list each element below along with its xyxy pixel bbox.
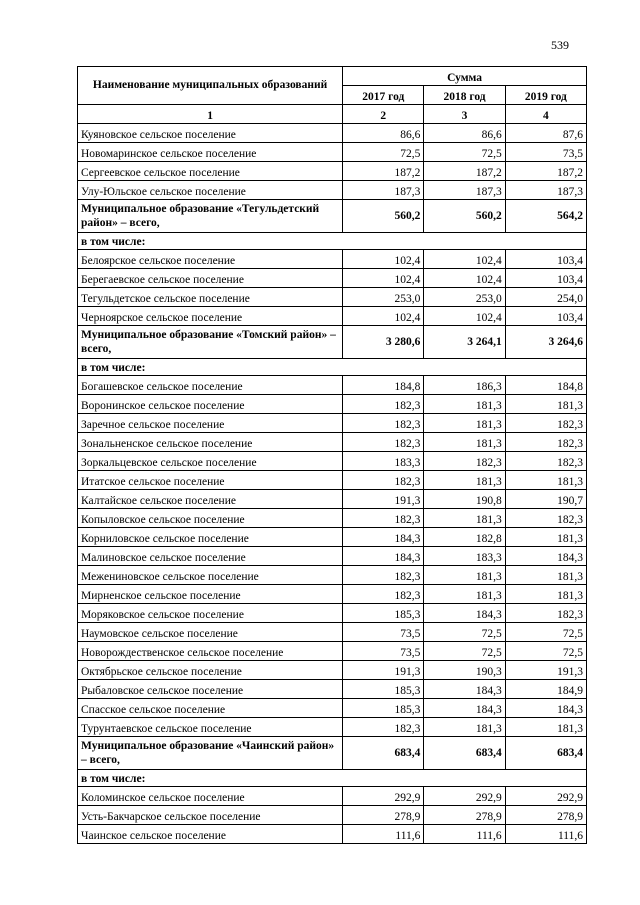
amount-2017: 683,4: [343, 737, 424, 770]
amount-2018: 278,9: [424, 806, 505, 825]
amount-2018: 292,9: [424, 787, 505, 806]
subheader-row: [78, 359, 587, 376]
column-number: 3: [424, 105, 505, 124]
amount-2018: 182,8: [424, 528, 505, 547]
amount-2018: 190,8: [424, 490, 505, 509]
amount-2017: 182,3: [343, 471, 424, 490]
amount-2017: 73,5: [343, 642, 424, 661]
table-row: [78, 661, 587, 680]
amount-2019: 191,3: [505, 661, 586, 680]
table-row: [78, 181, 587, 200]
amount-2017: 278,9: [343, 806, 424, 825]
amount-2019: 292,9: [505, 787, 586, 806]
amount-2018: 181,3: [424, 718, 505, 737]
column-number: 1: [78, 105, 343, 124]
table-row: [78, 623, 587, 642]
settlement-name: Зональненское сельское поселение: [78, 433, 343, 452]
amount-2017: 182,3: [343, 585, 424, 604]
amount-2018: 190,3: [424, 661, 505, 680]
settlement-name: Мирненское сельское поселение: [78, 585, 343, 604]
amount-2019: 182,3: [505, 433, 586, 452]
table-row: [78, 825, 587, 844]
amount-2017: 182,3: [343, 395, 424, 414]
amount-2019: 683,4: [505, 737, 586, 770]
page-number: 539: [551, 38, 569, 52]
table-row: [78, 806, 587, 825]
amount-2018: 3 264,1: [424, 326, 505, 359]
amount-2017: 73,5: [343, 623, 424, 642]
table-row: [78, 680, 587, 699]
amount-2019: 103,4: [505, 307, 586, 326]
amount-2018: 253,0: [424, 288, 505, 307]
settlement-name: Чаинское сельское поселение: [78, 825, 343, 844]
table-row: [78, 250, 587, 269]
amount-2017: 187,2: [343, 162, 424, 181]
header-year-2019: 2019 год: [505, 86, 586, 105]
amount-2017: 253,0: [343, 288, 424, 307]
amount-2019: 103,4: [505, 250, 586, 269]
amount-2019: 182,3: [505, 509, 586, 528]
amount-2018: 182,3: [424, 452, 505, 471]
amount-2018: 184,3: [424, 680, 505, 699]
amount-2017: 184,3: [343, 528, 424, 547]
settlement-name: Берегаевское сельское поселение: [78, 269, 343, 288]
amount-2018: 181,3: [424, 566, 505, 585]
amount-2018: 560,2: [424, 200, 505, 233]
table-row: [78, 395, 587, 414]
amount-2018: 181,3: [424, 585, 505, 604]
settlement-name: Рыбаловское сельское поселение: [78, 680, 343, 699]
amount-2019: 564,2: [505, 200, 586, 233]
amount-2019: 184,9: [505, 680, 586, 699]
amount-2018: 187,3: [424, 181, 505, 200]
settlement-name: Новорождественское сельское поселение: [78, 642, 343, 661]
amount-2019: 181,3: [505, 566, 586, 585]
settlement-name: Межениновское сельское поселение: [78, 566, 343, 585]
amount-2019: 111,6: [505, 825, 586, 844]
column-number: 4: [505, 105, 586, 124]
district-name: Муниципальное образование «Томский район» – всего,: [78, 326, 343, 359]
amount-2018: 184,3: [424, 604, 505, 623]
amount-2019: 181,3: [505, 528, 586, 547]
amount-2017: 102,4: [343, 307, 424, 326]
amount-2017: 182,3: [343, 718, 424, 737]
table-row: [78, 143, 587, 162]
settlement-name: Улу-Юльское сельское поселение: [78, 181, 343, 200]
settlement-name: Октябрьское сельское поселение: [78, 661, 343, 680]
settlement-name: Зоркальцевское сельское поселение: [78, 452, 343, 471]
subheader-row: [78, 770, 587, 787]
district-name: Муниципальное образование «Тегульдетский район» – всего,: [78, 200, 343, 233]
settlement-name: Наумовское сельское поселение: [78, 623, 343, 642]
table-row: [78, 307, 587, 326]
settlement-name: Куяновское сельское поселение: [78, 124, 343, 143]
amount-2017: 182,3: [343, 414, 424, 433]
amount-2019: 103,4: [505, 269, 586, 288]
amount-2019: 72,5: [505, 642, 586, 661]
settlement-name: Моряковское сельское поселение: [78, 604, 343, 623]
amount-2018: 186,3: [424, 376, 505, 395]
amount-2018: 102,4: [424, 250, 505, 269]
table-row: [78, 471, 587, 490]
table-row: [78, 452, 587, 471]
table-row: [78, 490, 587, 509]
amount-2019: 73,5: [505, 143, 586, 162]
table-row: [78, 509, 587, 528]
amount-2017: 185,3: [343, 680, 424, 699]
settlement-name: Черноярское сельское поселение: [78, 307, 343, 326]
table-row: [78, 585, 587, 604]
amount-2017: 560,2: [343, 200, 424, 233]
table-row: [78, 124, 587, 143]
settlement-name: Новомаринское сельское поселение: [78, 143, 343, 162]
settlement-name: Итатское сельское поселение: [78, 471, 343, 490]
table-row: [78, 547, 587, 566]
amount-2019: 187,3: [505, 181, 586, 200]
settlement-name: Копыловское сельское поселение: [78, 509, 343, 528]
amount-2018: 72,5: [424, 623, 505, 642]
subheader-label: в том числе:: [78, 359, 587, 376]
amount-2018: 181,3: [424, 433, 505, 452]
subheader-label: в том числе:: [78, 233, 587, 250]
amount-2019: 187,2: [505, 162, 586, 181]
table-row: [78, 604, 587, 623]
settlement-name: Усть-Бакчарское сельское поселение: [78, 806, 343, 825]
amount-2018: 102,4: [424, 307, 505, 326]
amount-2019: 72,5: [505, 623, 586, 642]
amount-2018: 181,3: [424, 509, 505, 528]
amount-2017: 182,3: [343, 566, 424, 585]
table-row: [78, 376, 587, 395]
table-row: [78, 269, 587, 288]
settlement-name: Коломинское сельское поселение: [78, 787, 343, 806]
amount-2017: 191,3: [343, 661, 424, 680]
header-sum: Сумма: [343, 67, 587, 86]
amount-2018: 86,6: [424, 124, 505, 143]
total-row: [78, 326, 587, 359]
table-row: [78, 718, 587, 737]
table-row: [78, 699, 587, 718]
amount-2019: 181,3: [505, 395, 586, 414]
amount-2018: 181,3: [424, 414, 505, 433]
budget-table: [77, 66, 587, 844]
amount-2017: 187,3: [343, 181, 424, 200]
header-name-column: Наименование муниципальных образований: [78, 67, 343, 105]
amount-2018: 683,4: [424, 737, 505, 770]
amount-2017: 102,4: [343, 269, 424, 288]
amount-2018: 187,2: [424, 162, 505, 181]
settlement-name: Заречное сельское поселение: [78, 414, 343, 433]
amount-2019: 181,3: [505, 471, 586, 490]
amount-2019: 182,3: [505, 414, 586, 433]
amount-2019: 182,3: [505, 604, 586, 623]
amount-2018: 72,5: [424, 143, 505, 162]
settlement-name: Белоярское сельское поселение: [78, 250, 343, 269]
amount-2017: 111,6: [343, 825, 424, 844]
amount-2019: 184,3: [505, 699, 586, 718]
table-row: [78, 642, 587, 661]
settlement-name: Турунтаевское сельское поселение: [78, 718, 343, 737]
settlement-name: Воронинское сельское поселение: [78, 395, 343, 414]
amount-2017: 184,8: [343, 376, 424, 395]
settlement-name: Богашевское сельское поселение: [78, 376, 343, 395]
table-row: [78, 433, 587, 452]
amount-2018: 181,3: [424, 395, 505, 414]
settlement-name: Калтайское сельское поселение: [78, 490, 343, 509]
amount-2018: 184,3: [424, 699, 505, 718]
settlement-name: Малиновское сельское поселение: [78, 547, 343, 566]
table-row: [78, 787, 587, 806]
amount-2017: 185,3: [343, 604, 424, 623]
amount-2019: 184,3: [505, 547, 586, 566]
amount-2017: 292,9: [343, 787, 424, 806]
table-row: [78, 414, 587, 433]
header-year-2017: 2017 год: [343, 86, 424, 105]
amount-2019: 254,0: [505, 288, 586, 307]
settlement-name: Сергеевское сельское поселение: [78, 162, 343, 181]
amount-2017: 102,4: [343, 250, 424, 269]
total-row: [78, 200, 587, 233]
amount-2017: 182,3: [343, 433, 424, 452]
amount-2019: 184,8: [505, 376, 586, 395]
table-body: [78, 124, 587, 844]
amount-2018: 72,5: [424, 642, 505, 661]
amount-2017: 184,3: [343, 547, 424, 566]
amount-2017: 191,3: [343, 490, 424, 509]
table-row: [78, 528, 587, 547]
settlement-name: Корниловское сельское поселение: [78, 528, 343, 547]
amount-2018: 181,3: [424, 471, 505, 490]
subheader-row: [78, 233, 587, 250]
amount-2018: 183,3: [424, 547, 505, 566]
amount-2017: 86,6: [343, 124, 424, 143]
amount-2019: 87,6: [505, 124, 586, 143]
amount-2019: 182,3: [505, 452, 586, 471]
amount-2019: 181,3: [505, 718, 586, 737]
district-name: Муниципальное образование «Чаинский район» – всего,: [78, 737, 343, 770]
amount-2017: 182,3: [343, 509, 424, 528]
table-row: [78, 162, 587, 181]
amount-2019: 190,7: [505, 490, 586, 509]
header-year-2018: 2018 год: [424, 86, 505, 105]
settlement-name: Тегульдетское сельское поселение: [78, 288, 343, 307]
amount-2019: 278,9: [505, 806, 586, 825]
total-row: [78, 737, 587, 770]
settlement-name: Спасское сельское поселение: [78, 699, 343, 718]
amount-2017: 3 280,6: [343, 326, 424, 359]
amount-2018: 111,6: [424, 825, 505, 844]
table-row: [78, 566, 587, 585]
amount-2019: 3 264,6: [505, 326, 586, 359]
amount-2017: 185,3: [343, 699, 424, 718]
amount-2018: 102,4: [424, 269, 505, 288]
amount-2019: 181,3: [505, 585, 586, 604]
amount-2017: 183,3: [343, 452, 424, 471]
subheader-label: в том числе:: [78, 770, 587, 787]
table-row: [78, 288, 587, 307]
column-number: 2: [343, 105, 424, 124]
amount-2017: 72,5: [343, 143, 424, 162]
